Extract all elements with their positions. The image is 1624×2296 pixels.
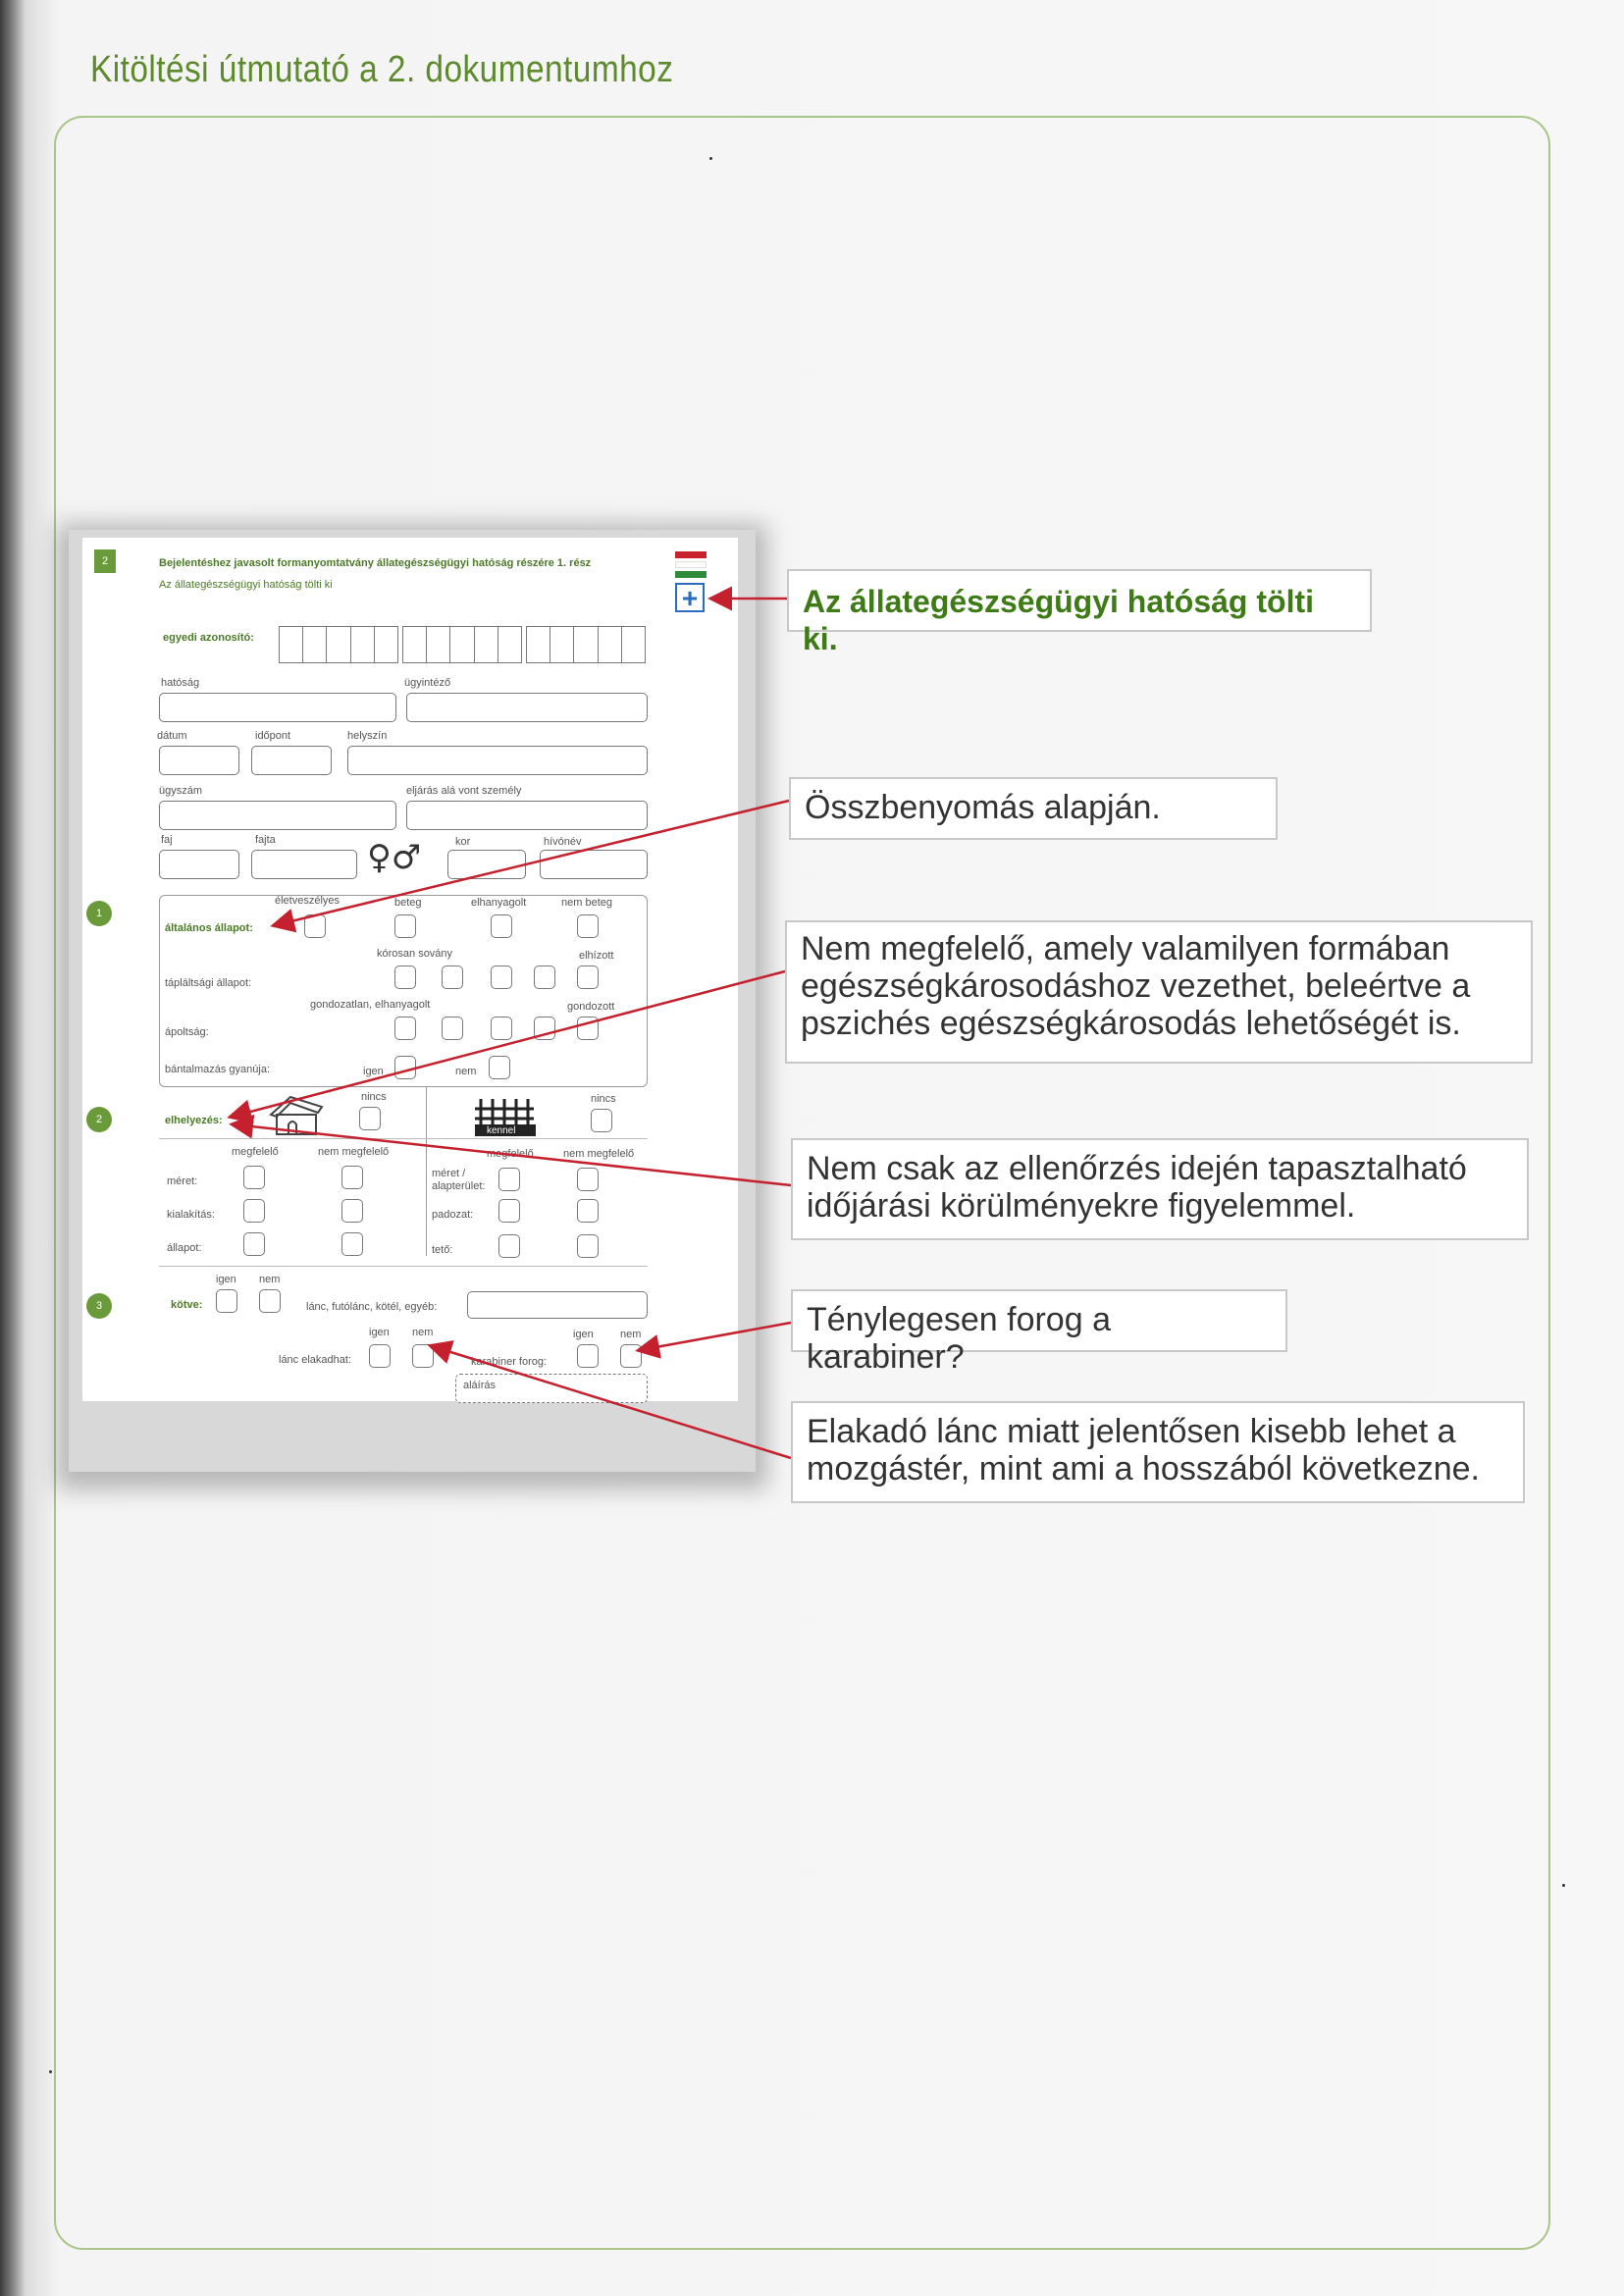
label-padozat: padozat: <box>432 1209 474 1221</box>
form-section-number: 2 <box>94 549 116 573</box>
label-helyszin: helyszín <box>347 730 388 742</box>
label-beteg: beteg <box>394 897 422 909</box>
form-title: Bejelentéshez javasolt formanyomtatvány állategészségügyi hatóság részére 1. rész <box>159 557 592 569</box>
label-lanc-nem: nem <box>412 1327 434 1338</box>
label-teto: tető: <box>432 1244 453 1256</box>
label-elhanyagolt: elhanyagolt <box>471 897 527 909</box>
label-eljaras: eljárás alá vont személy <box>406 785 522 797</box>
label-hatosag: hatóság <box>161 677 200 689</box>
label-meret: méret: <box>167 1175 198 1187</box>
label-ugyszam: ügyszám <box>159 785 203 797</box>
label-nem-beteg: nem beteg <box>561 897 612 909</box>
label-karabiner-igen: igen <box>573 1329 594 1340</box>
callout-karabiner: Ténylegesen forog a karabiner? <box>791 1289 1287 1352</box>
label-egyedi-azonosito: egyedi azonosító: <box>163 632 254 644</box>
label-ugyintezo: ügyintéző <box>404 677 451 689</box>
label-lanc-tipusok: lánc, futólánc, kötél, egyéb: <box>306 1301 438 1313</box>
label-megfelelo-right: megfelelő <box>487 1148 534 1160</box>
label-nincs-left: nincs <box>361 1091 387 1103</box>
label-altalanos-allapot: általános állapot: <box>165 922 253 934</box>
label-korosan-sovany: kórosan sovány <box>377 948 453 960</box>
label-megfelelo-left: megfelelő <box>232 1146 279 1158</box>
label-lanc-elakadhat: lánc elakadhat: <box>279 1354 351 1366</box>
form-subtitle: Az állategészségügyi hatóság tölti ki <box>159 579 333 591</box>
label-gondozatlan: gondozatlan, elhanyagolt <box>310 999 431 1011</box>
label-nem-megfelelo-right: nem megfelelő <box>563 1148 635 1160</box>
label-bantalmazas: bántalmazás gyanúja: <box>165 1064 271 1075</box>
medical-cross-icon: + <box>675 583 705 612</box>
arrow-elakado-lanc <box>432 1346 791 1458</box>
label-bantalmazas-nem: nem <box>455 1066 477 1077</box>
label-elhizott: elhízott <box>579 950 614 962</box>
label-karabiner-nem: nem <box>620 1329 642 1340</box>
label-kor: kor <box>455 836 471 848</box>
label-gondozott: gondozott <box>567 1001 615 1013</box>
label-bantalmazas-igen: igen <box>363 1066 384 1077</box>
label-nem-megfelelo-left: nem megfelelő <box>318 1146 390 1158</box>
label-lanc-igen: igen <box>369 1327 390 1338</box>
arrow-nem-megfelelo <box>232 971 785 1117</box>
label-datum: dátum <box>157 730 187 742</box>
label-apoltsag: ápoltság: <box>165 1026 209 1038</box>
callout-hatosag: Az állategészségügyi hatóság tölti ki. <box>787 569 1372 632</box>
label-kotve-nem: nem <box>259 1274 281 1285</box>
label-eletveszelyes: életveszélyes <box>275 895 341 907</box>
label-alairas: aláírás <box>463 1380 497 1391</box>
label-kotve: kötve: <box>171 1299 203 1311</box>
label-faj: faj <box>161 834 173 846</box>
label-kotve-igen: igen <box>216 1274 236 1285</box>
section-2-badge: 2 <box>86 1107 112 1132</box>
gender-symbols-icon: ♀♂ <box>367 838 422 877</box>
label-idopont: időpont <box>255 730 291 742</box>
label-karabiner-forog: karabiner forog: <box>471 1356 548 1368</box>
label-meret-alapterulet: méret / alapterület: <box>432 1168 486 1192</box>
label-elhelyezes: elhelyezés: <box>165 1115 223 1126</box>
kennel-label: kennel <box>487 1125 516 1136</box>
arrow-idojarasi <box>234 1124 791 1185</box>
callout-elakado-lanc: Elakadó lánc miatt jelentősen kisebb lehet a mozgástér, mint ami a hosszából következne. <box>791 1401 1525 1503</box>
arrow-karabiner <box>640 1323 791 1350</box>
section-3-badge: 3 <box>86 1293 112 1319</box>
callout-idojarasi: Nem csak az ellenőrzés idején tapasztalható időjárási körülményekre figyelemmel. <box>791 1138 1529 1240</box>
label-allapot: állapot: <box>167 1242 202 1254</box>
page-title: Kitöltési útmutató a 2. dokumentumhoz <box>90 49 674 90</box>
section-1-badge: 1 <box>86 901 112 926</box>
callout-nem-megfelelo: Nem megfelelő, amely valamilyen formában egészségkárosodáshoz vezethet, beleértve a pszichés egészségkárosodás lehetőségét is. <box>785 920 1533 1064</box>
arrow-osszbenyomas <box>275 801 789 925</box>
label-hivonev: hívónév <box>544 836 582 848</box>
label-nincs-right: nincs <box>591 1093 616 1105</box>
label-taplaltsagi-allapot: tápláltsági állapot: <box>165 977 252 989</box>
callout-osszbenyomas: Összbenyomás alapján. <box>789 777 1278 840</box>
label-fajta: fajta <box>255 834 276 846</box>
label-kialakitas: kialakítás: <box>167 1209 215 1221</box>
